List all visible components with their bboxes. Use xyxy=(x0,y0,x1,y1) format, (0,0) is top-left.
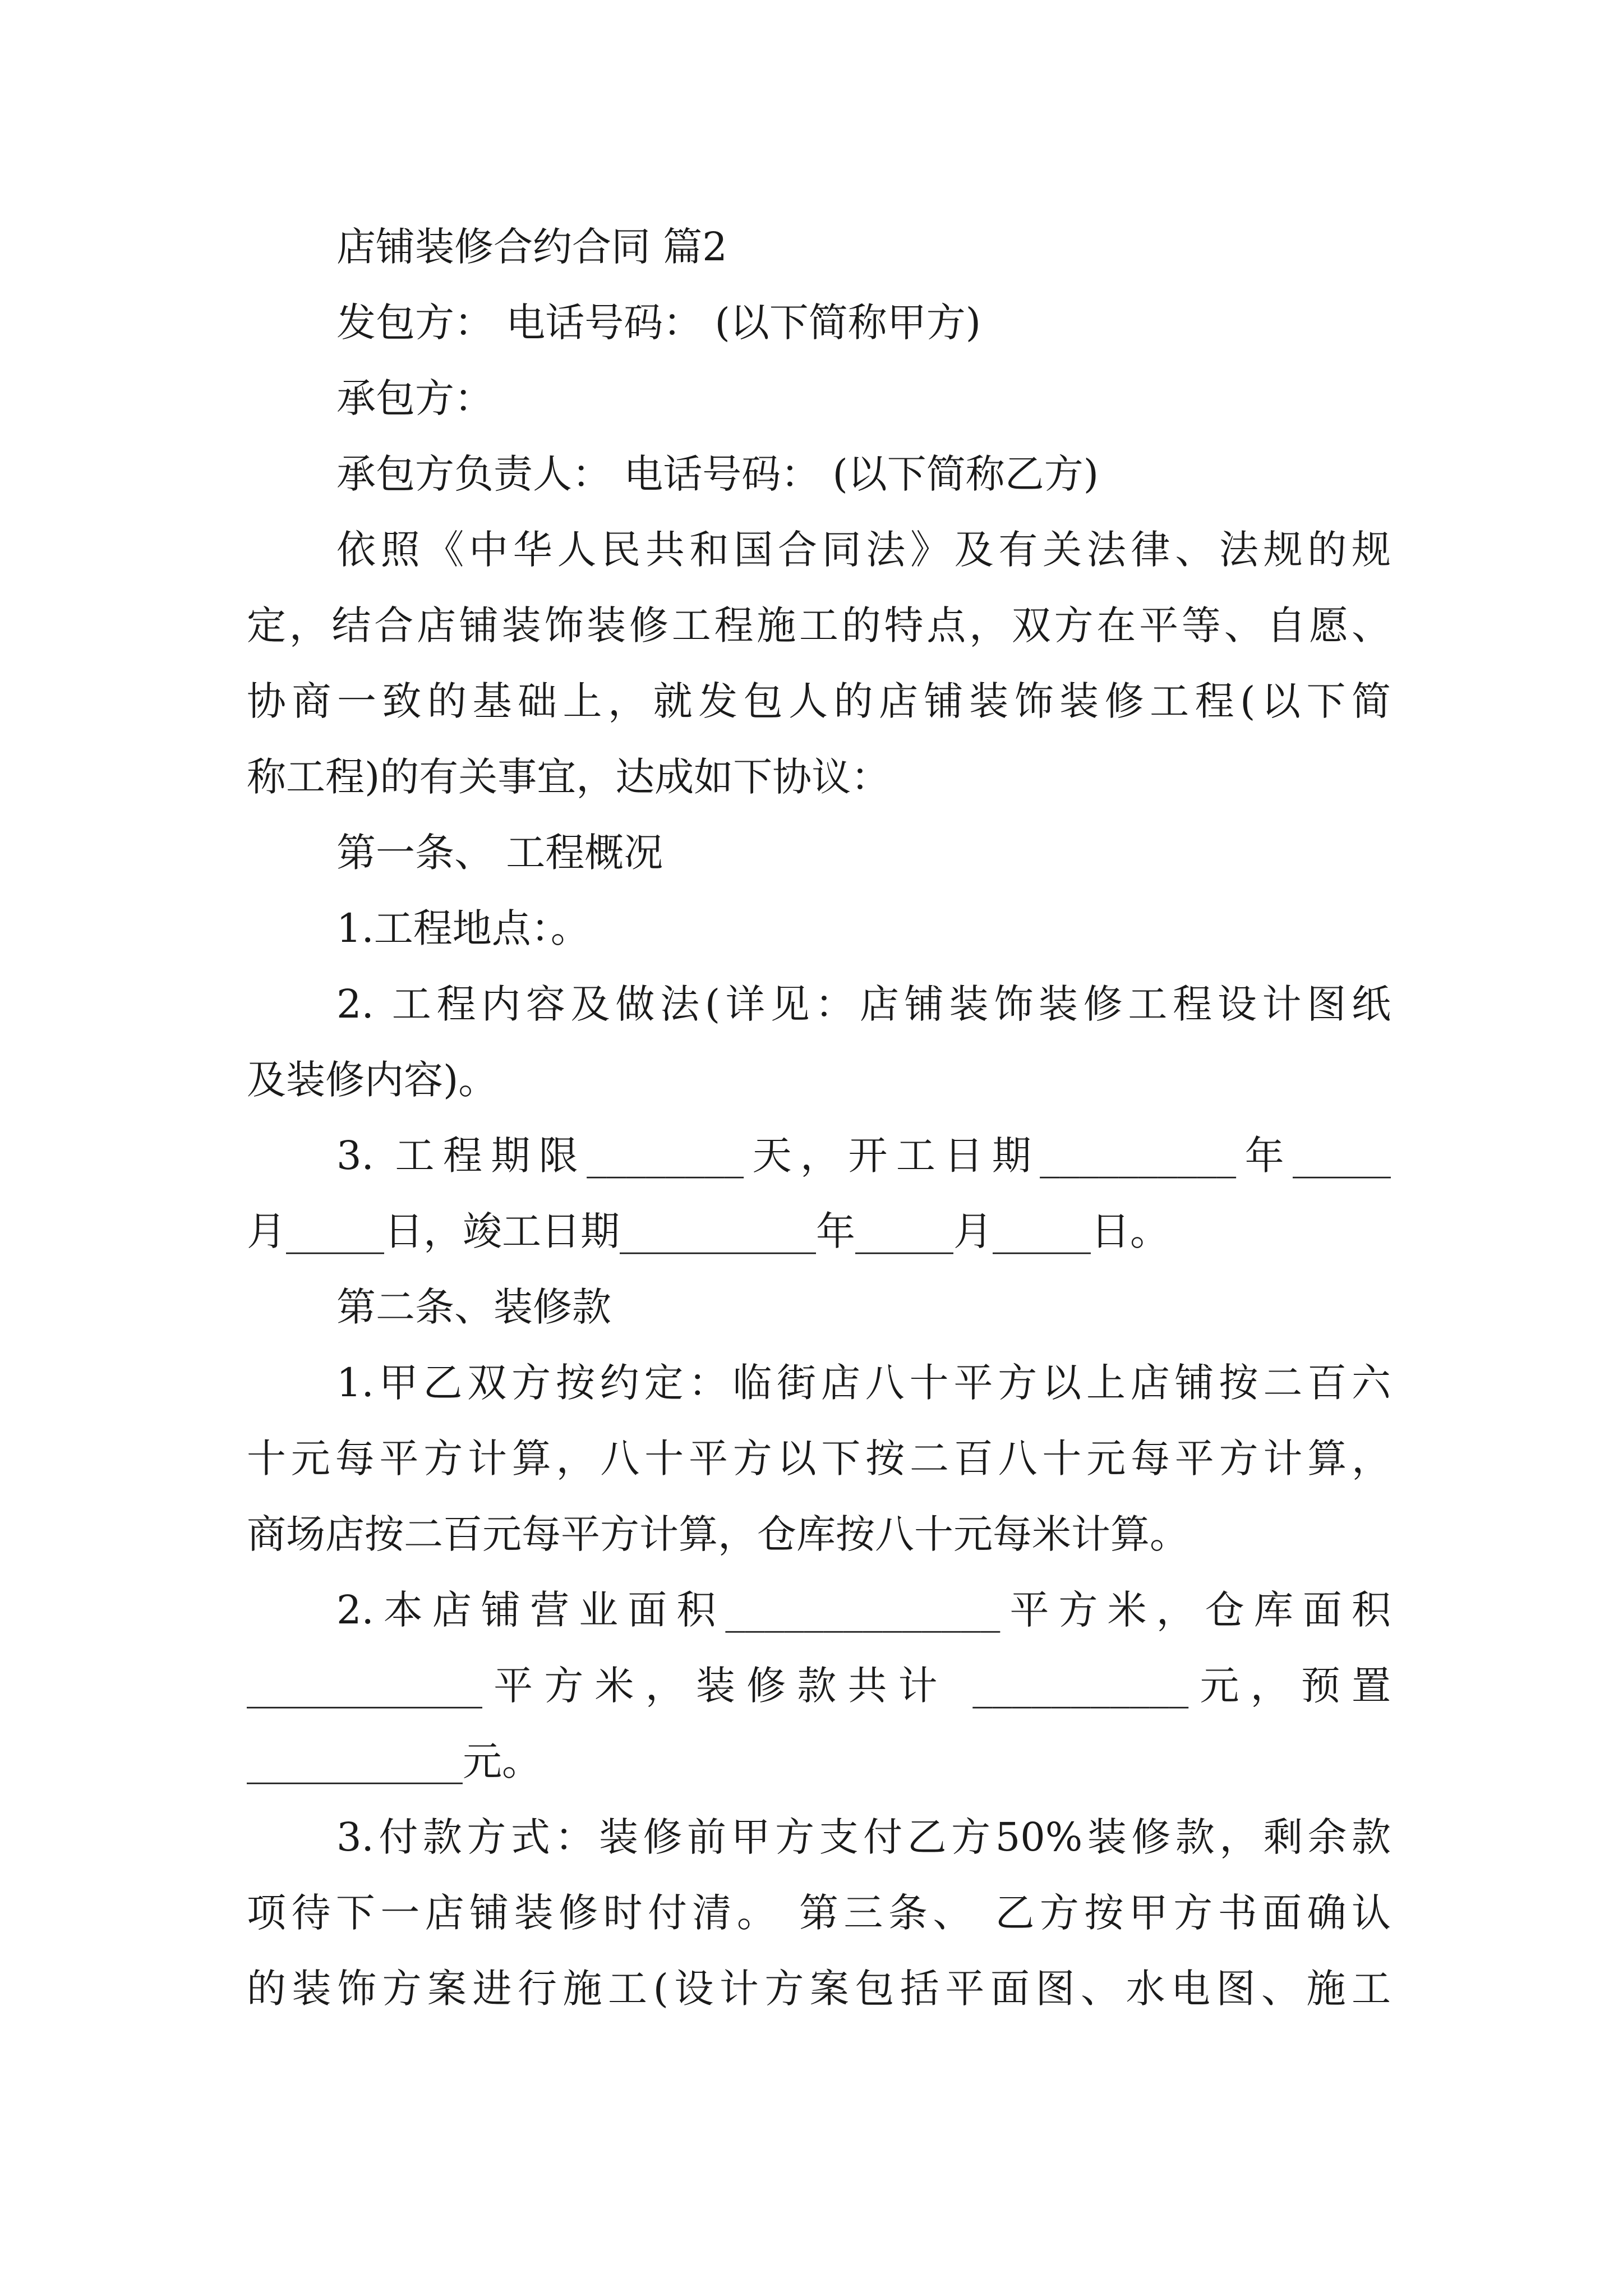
article-2-item-2-line-3: ___________元。 xyxy=(247,1738,541,1784)
article-2-item-2-line-2: ____________平方米，装修款共计 ___________元，预置 xyxy=(247,1663,1391,1709)
article-2-item-2-line-1: 2.本店铺营业面积______________平方米，仓库面积 xyxy=(336,1587,1391,1633)
preamble-line-1: 依照《中华人民共和国合同法》及有关法律、法规的规 xyxy=(336,527,1391,573)
article-2-item-3-line-2: 项待下一店铺装修时付清。 第三条、 乙方按甲方书面确认 xyxy=(247,1890,1391,1936)
article-2-item-1-line-1: 1.甲乙双方按约定：临街店八十平方以上店铺按二百六 xyxy=(336,1360,1391,1406)
article-1-item-1: 1.工程地点：。 xyxy=(336,905,590,951)
contractor-line: 承包方： xyxy=(336,375,494,421)
preamble-line-3: 协商一致的基础上，就发包人的店铺装饰装修工程(以下简 xyxy=(247,678,1391,724)
article-1-heading: 第一条、 工程概况 xyxy=(336,830,663,876)
preamble-line-2: 定，结合店铺装饰装修工程施工的特点，双方在平等、自愿、 xyxy=(247,602,1391,648)
preamble-line-4: 称工程)的有关事宜，达成如下协议： xyxy=(247,754,891,800)
article-1-item-2-line-2: 及装修内容)。 xyxy=(247,1057,498,1103)
article-2-heading: 第二条、装修款 xyxy=(336,1284,611,1330)
article-2-item-1-line-2: 十元每平方计算，八十平方以下按二百八十元每平方计算， xyxy=(247,1435,1391,1481)
article-1-item-3-line-2: 月_____日，竣工日期__________年_____月_____日。 xyxy=(247,1208,1169,1254)
article-2-item-1-line-3: 商场店按二百元每平方计算，仓库按八十元每米计算。 xyxy=(247,1511,1189,1557)
article-3-line: 的装饰方案进行施工(设计方案包括平面图、水电图、施工 xyxy=(247,1966,1391,2012)
article-2-item-3-line-1: 3.付款方式：装修前甲方支付乙方50%装修款，剩余款 xyxy=(336,1814,1391,1860)
article-1-item-3-line-1: 3. 工程期限________天，开工日期__________年_____ xyxy=(336,1133,1391,1179)
contractor-manager-line: 承包方负责人： 电话号码： (以下简称乙方) xyxy=(336,451,1099,497)
contract-title: 店铺装修合约合同 篇2 xyxy=(336,224,727,270)
party-a-line: 发包方： 电话号码： (以下简称甲方) xyxy=(336,300,981,346)
article-1-item-2-line-1: 2. 工程内容及做法(详见：店铺装饰装修工程设计图纸 xyxy=(336,981,1391,1027)
